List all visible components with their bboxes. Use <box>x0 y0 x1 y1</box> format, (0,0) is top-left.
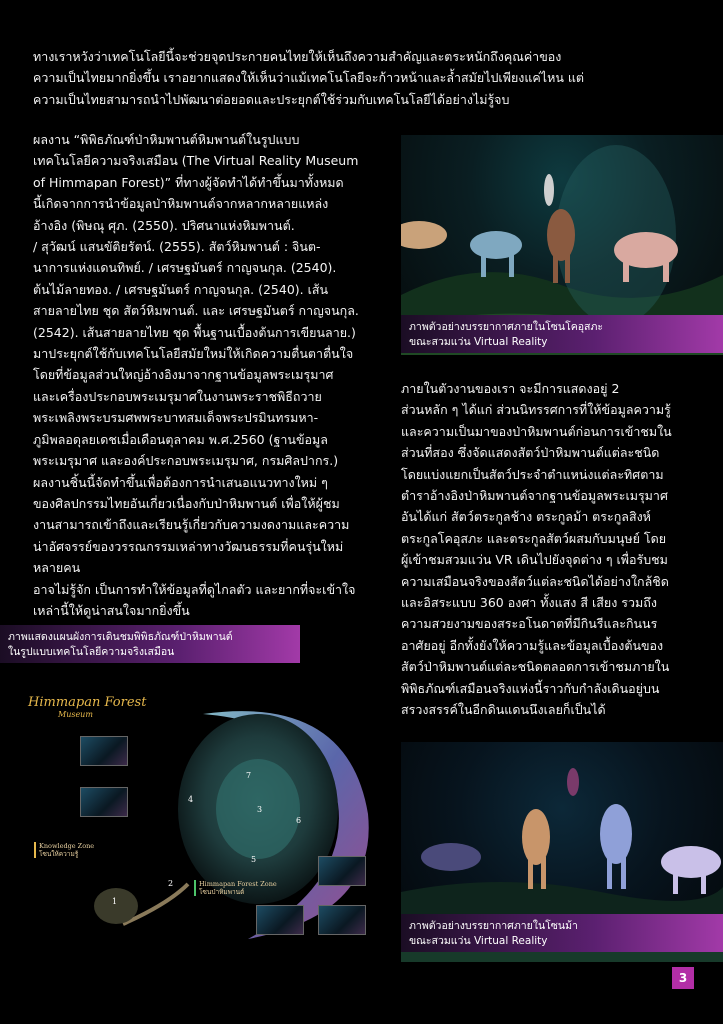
right-column-text: ภายในตัวงานของเรา จะมีการแสดงอยู่ 2 ส่วนหลัก ๆ ได้แก่ ส่วนนิทรรศการที่ให้ข้อมูลความรู้ และความเป็นมาของป่าหิมพานต์ก่อนการเข้าชมใน ส่วนที่สอง ซึ่งจัดแสดงสัตว์ป่าหิมพานต์แต่ละชนิด โดยแบ่งแยกเป็นสัตว์ประจำตำแหน่งแต่ละทิศตาม ตำราอ้างอิงป่าหิมพานต์จากฐานข้อมูลพระเมรุมาศ อันได้แก่ สัตว์ตระกูลช้าง ตระกูลม้า ตระกูลสิงห์ ตระกูลโคอุสภะ และตระกูลสัตว์ผสมกับมนุษย์ โดย ผู้เข้าชมสวมแว่น VR เดินไปยังจุดต่าง ๆ เพื่อรับชม ความเสมือนจริงของสัตว์แต่ละชนิดได้อย่างใกล้ชิด และอิสระแบบ 360 องศา ทั้งแสง สี เสียง รวมถึง ความสวยงามของสระอโนดาตที่มีกินรีและกินนร อาศัยอยู่ อีกทั้งยังให้ความรู้และข้อมูลเบื้องต้นของ สัตว์ป่าหิมพานต์แต่ละชนิดตลอดการเข้าชมภายใน พิพิธภัณฑ์เสมือนจริงแห่งนี้ราวกับกำลังเดินอยู่บน สรวงสรรค์ในอีกดินแดนนึงเลยก็เป็นได้ <box>401 381 672 718</box>
map-point-number: 2 <box>168 879 174 888</box>
knowledge-zone-label <box>34 842 94 858</box>
zone-name-th: โซนป่าหิมพานต์ <box>199 888 245 896</box>
map-caption <box>0 625 300 663</box>
zone-thumbnail <box>318 856 366 886</box>
photo-caption-top <box>401 315 723 353</box>
zone-thumbnail <box>80 787 128 817</box>
map-point-number: 5 <box>251 855 257 864</box>
caption-line: ภาพตัวอย่างบรรยากาศภายในโซนม้า <box>409 920 578 932</box>
intro-paragraph: ทางเราหวังว่าเทคโนโลยีนี้จะช่วยจุดประกายคนไทยให้เห็นถึงความสำคัญและตระหนักถึงคุณค่าของ ความเป็นไทยมากยิ่งขึ้น เราอยากแสดงให้เห็นว่าแม้เทคโนโลยีจะก้าวหน้าและล้ำสมัยไปเพียงแค่ไหน แต่ ความเป็นไทยสามารถนำไปพัฒนาต่อยอดและประยุกต์ใช้ร่วมกับเทคโนโลยีได้อย่างไม่รู้จบ <box>33 49 585 107</box>
forest-zone-label <box>194 880 277 896</box>
caption-line: ภาพตัวอย่างบรรยากาศภายในโซนโคอุสภะ <box>409 321 604 333</box>
map-point-number: 6 <box>296 816 302 825</box>
zone-thumbnail <box>80 736 128 766</box>
left-column-text: ผลงาน “พิพิธภัณฑ์ป่าหิมพานต์หิมพานต์ในรูปแบบ เทคโนโลยีความจริงเสมือน (The Virtual Reality Museum of Himmapan Forest)” ที่ทางผู้จัดทำได้ทำขึ้นมาทั้งหมด นี้เกิดจากการนำข้อมูลป่าหิมพานต์จากหลากหลายแหล่ง อ้างอิง (พิษณุ ศุภ. (2550). ปริศนาแห่งหิมพานต์. / สุวัฒน์ แสนขัติยรัตน์. (2555). สัตว์หิมพานต์ : จินต- นาการแห่งแดนทิพย์. / เศรษฐมันตร์ กาญจนกุล. (2540). ต้นไม้ลายทอง. / เศรษฐมันตร์ กาญจนกุล. (2540). เส้น สายลายไทย ชุด สัตว์หิมพานต์. และ เศรษฐมันตร์ กาญจนกุล. (2542). เส้นสายลายไทย ชุด พื้นฐานเบื้องต้นการเขียนลาย.) มาประยุกต์ใช้กับเทคโนโลยีสมัยใหม่ให้เกิดความตื่นตาตื่นใจ โดยที่ข้อมูลส่วนใหญ่อ้างอิงมาจากฐานข้อมูลพระเมรุมาศ และเครื่องประกอบพระเมรุมาศในงานพระราชพิธีถวาย พระเพลิงพระบรมศพพระบาทสมเด็จพระปรมินทรมหา- ภูมิพลอดุลยเดชเมื่อเดือนตุลาคม พ.ศ.2560 (ฐานข้อมูล พระเมรุมาศ และองค์ประกอบพระเมรุมาศ, กรมศิลปากร.) ผลงานชิ้นนี้จัดทำขึ้นเพื่อต้องการนำเสนอแนวทางใหม่ ๆ ของศิลปกรรมไทยอันเกี่ยวเนื่องกับป่าหิมพานต์ เพื่อให้ผู้ชม งานสามารถเข้าถึงและเรียนรู้เกี่ยวกับความงดงามและความ น่าอัศจรรย์ของวรรณกรรมเหล่าทางวัฒนธรรมที่คนรุ่นใหม่หลายคน อาจไม่รู้จัก เป็นการทำให้ข้อมูลที่ดูไกลตัว และยากที่จะเข้าใจ เหล่านี้ให้ดูน่าสนใจมากยิ่งขึ้น <box>33 132 359 618</box>
caption-line: ภาพแสดงแผนผังการเดินชมพิพิธภัณฑ์ป่าหิมพานต์ <box>8 631 233 643</box>
map-point-number: 1 <box>112 897 118 906</box>
map-logo: Himmapan Forest <box>28 695 147 710</box>
map-point-number: 7 <box>246 771 252 780</box>
zone-thumbnail <box>318 905 366 935</box>
photo-caption-bottom <box>401 914 723 952</box>
map-logo-subtitle: Museum <box>58 710 93 719</box>
caption-line: ขณะสวมแว่น Virtual Reality <box>409 935 548 947</box>
zone-name-en: Knowledge Zone <box>39 842 95 850</box>
zone-name-en: Himmapan Forest Zone <box>199 880 277 888</box>
museum-floor-map <box>18 684 390 944</box>
zone-thumbnail <box>256 905 304 935</box>
map-point-number: 3 <box>257 805 263 814</box>
page-number: 3 <box>672 967 694 989</box>
caption-line: ในรูปแบบเทคโนโลยีความจริงเสมือน <box>8 646 175 658</box>
caption-line: ขณะสวมแว่น Virtual Reality <box>409 336 548 348</box>
zone-name-th: โซนให้ความรู้ <box>39 850 79 858</box>
map-point-number: 4 <box>188 795 194 804</box>
